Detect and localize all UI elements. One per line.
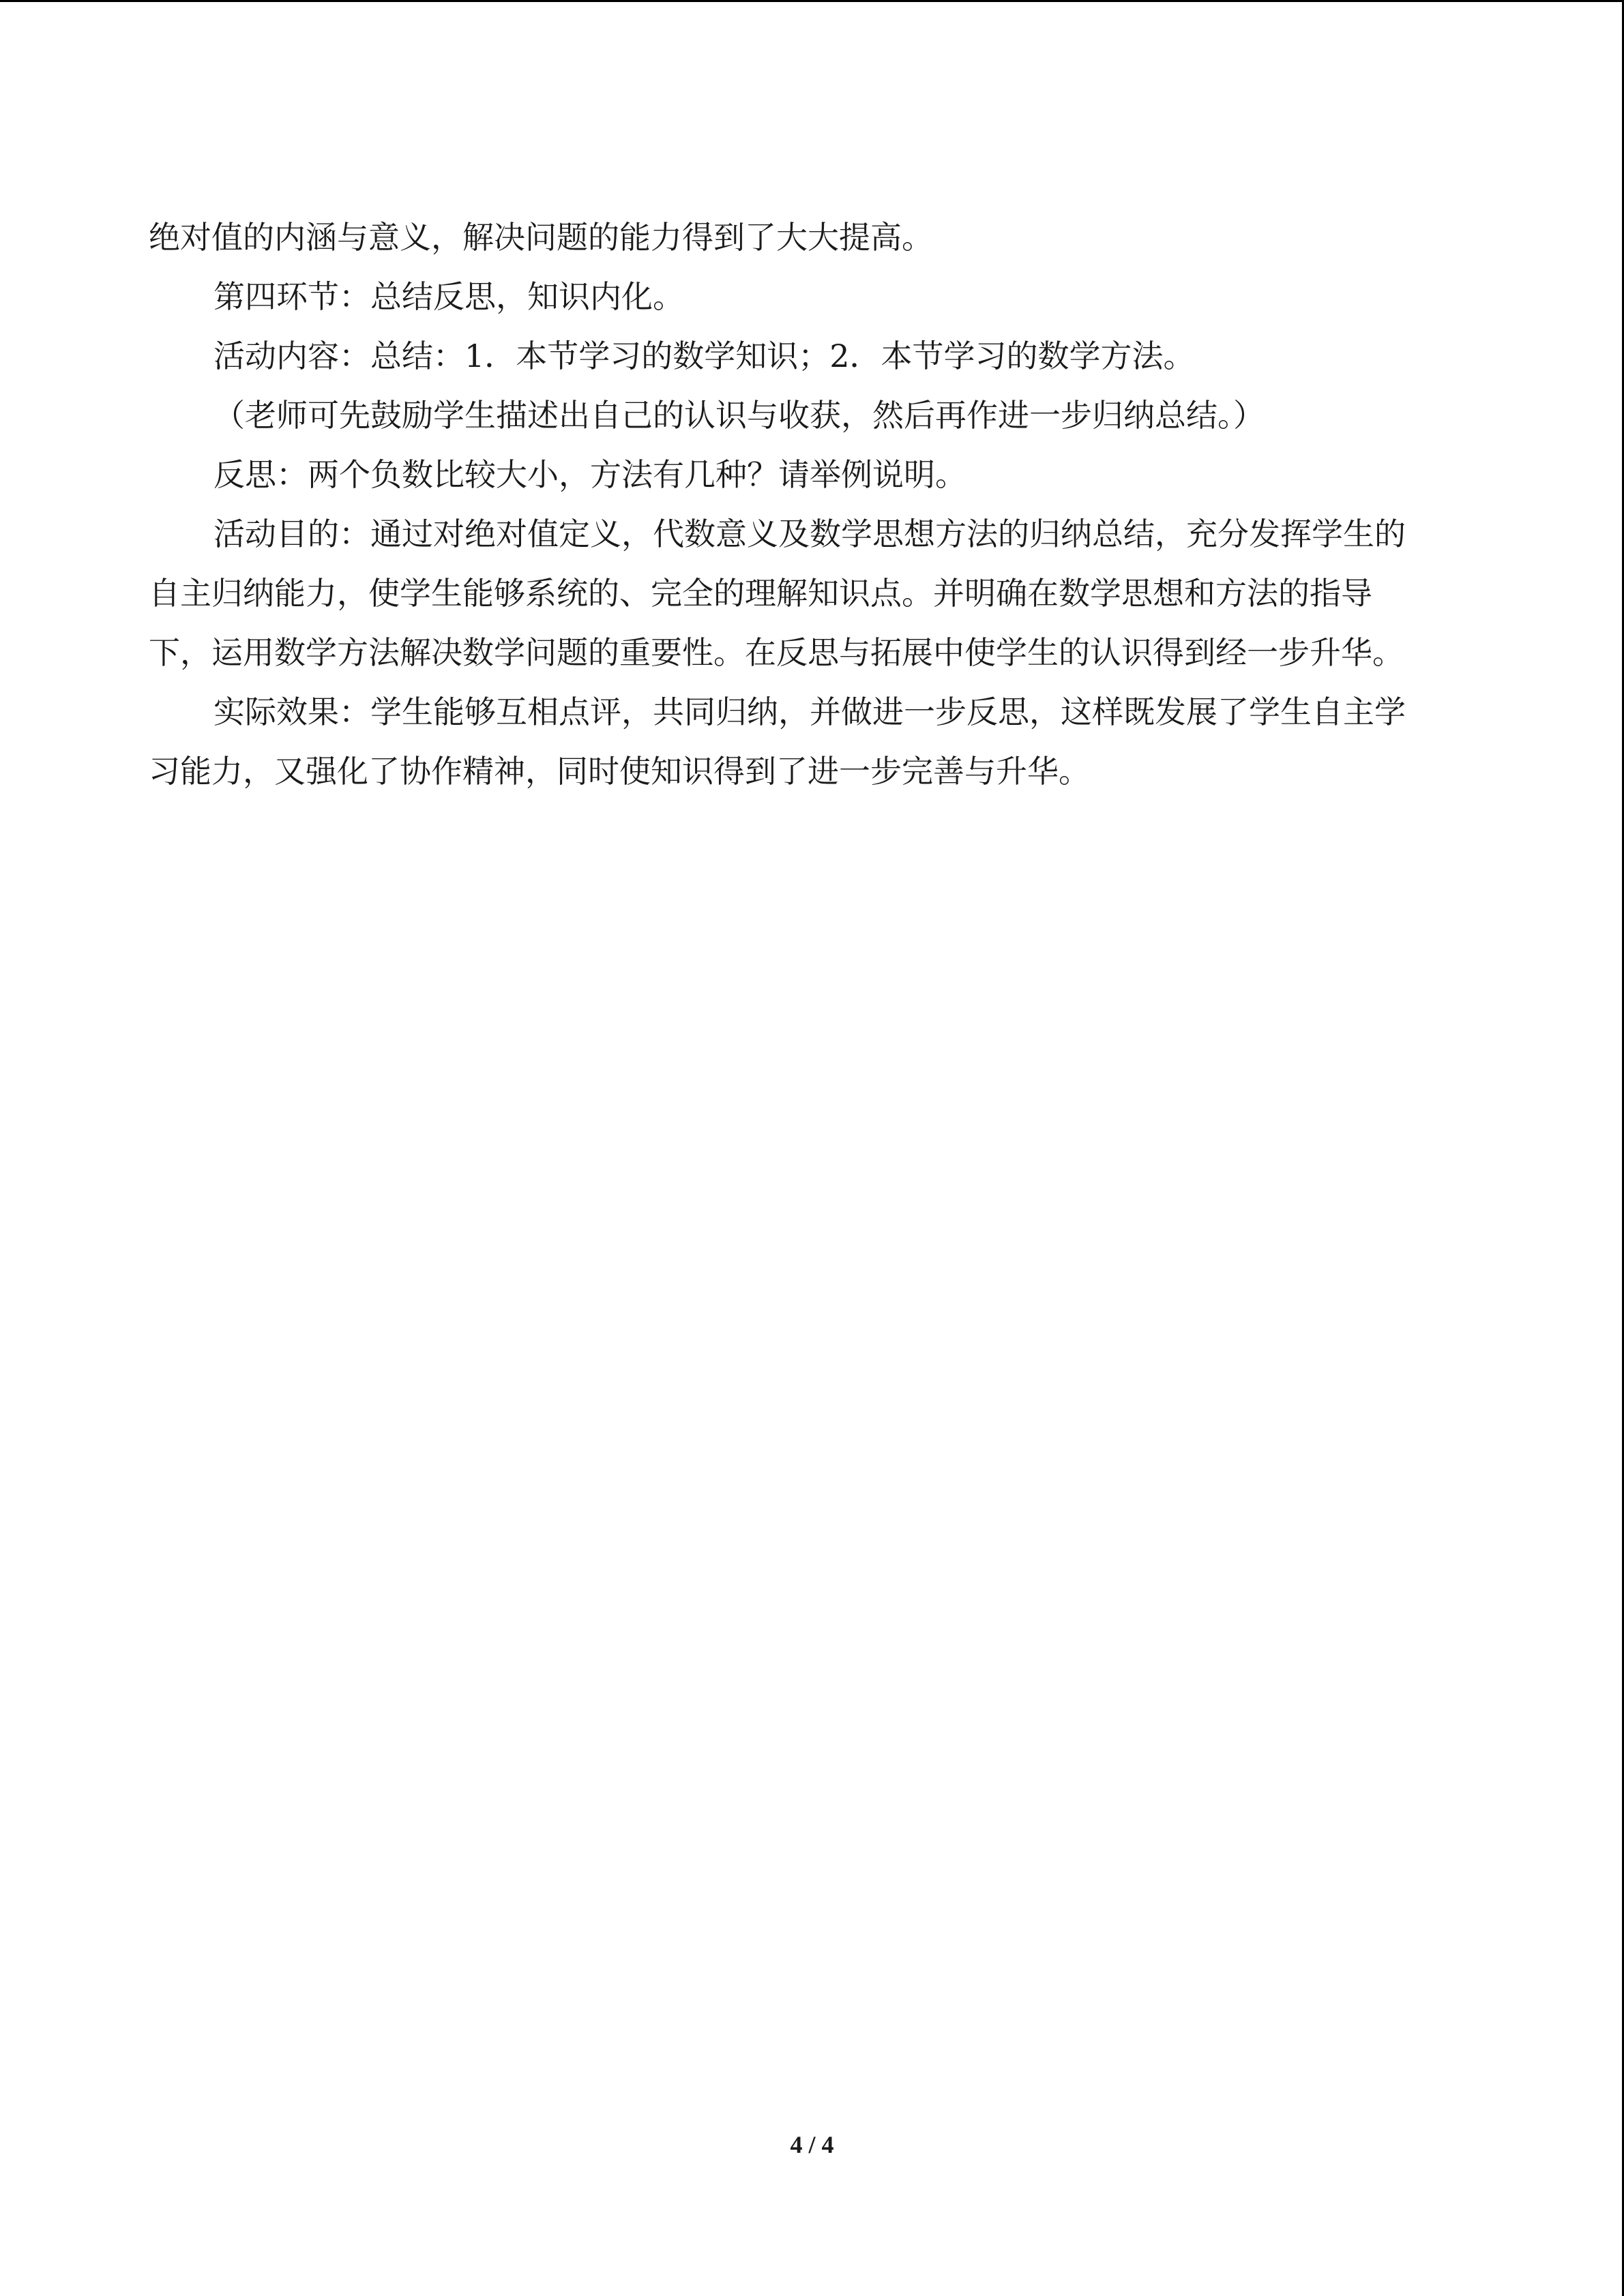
body-line: 活动内容：总结：1．本节学习的数学知识；2．本节学习的数学方法。 xyxy=(213,338,1195,374)
body-line: 自主归纳能力，使学生能够系统的、完全的理解知识点。并明确在数学思想和方法的指导 xyxy=(149,575,1372,612)
body-line: 下，运用数学方法解决数学问题的重要性。在反思与拓展中使学生的认识得到经一步升华。 xyxy=(149,634,1404,671)
document-body xyxy=(149,208,1458,801)
body-line: 反思：两个负数比较大小，方法有几种？请举例说明。 xyxy=(213,456,966,493)
section-heading-line: 第四环节：总结反思，知识内化。 xyxy=(213,278,684,315)
body-line: 绝对值的内涵与意义，解决问题的能力得到了大大提高。 xyxy=(149,219,933,256)
body-line: 活动目的：通过对绝对值定义，代数意义及数学思想方法的归纳总结，充分发挥学生的 xyxy=(213,516,1406,552)
body-line: 实际效果：学生能够互相点评，共同归纳，并做进一步反思，这样既发展了学生自主学 xyxy=(213,694,1406,730)
body-line: 习能力，又强化了协作精神，同时使知识得到了进一步完善与升华。 xyxy=(149,753,1090,790)
page-number: 4 / 4 xyxy=(790,2131,834,2158)
body-line: （老师可先鼓励学生描述出自己的认识与收获，然后再作进一步归纳总结。） xyxy=(213,397,1265,434)
top-border-line xyxy=(0,0,1624,2)
